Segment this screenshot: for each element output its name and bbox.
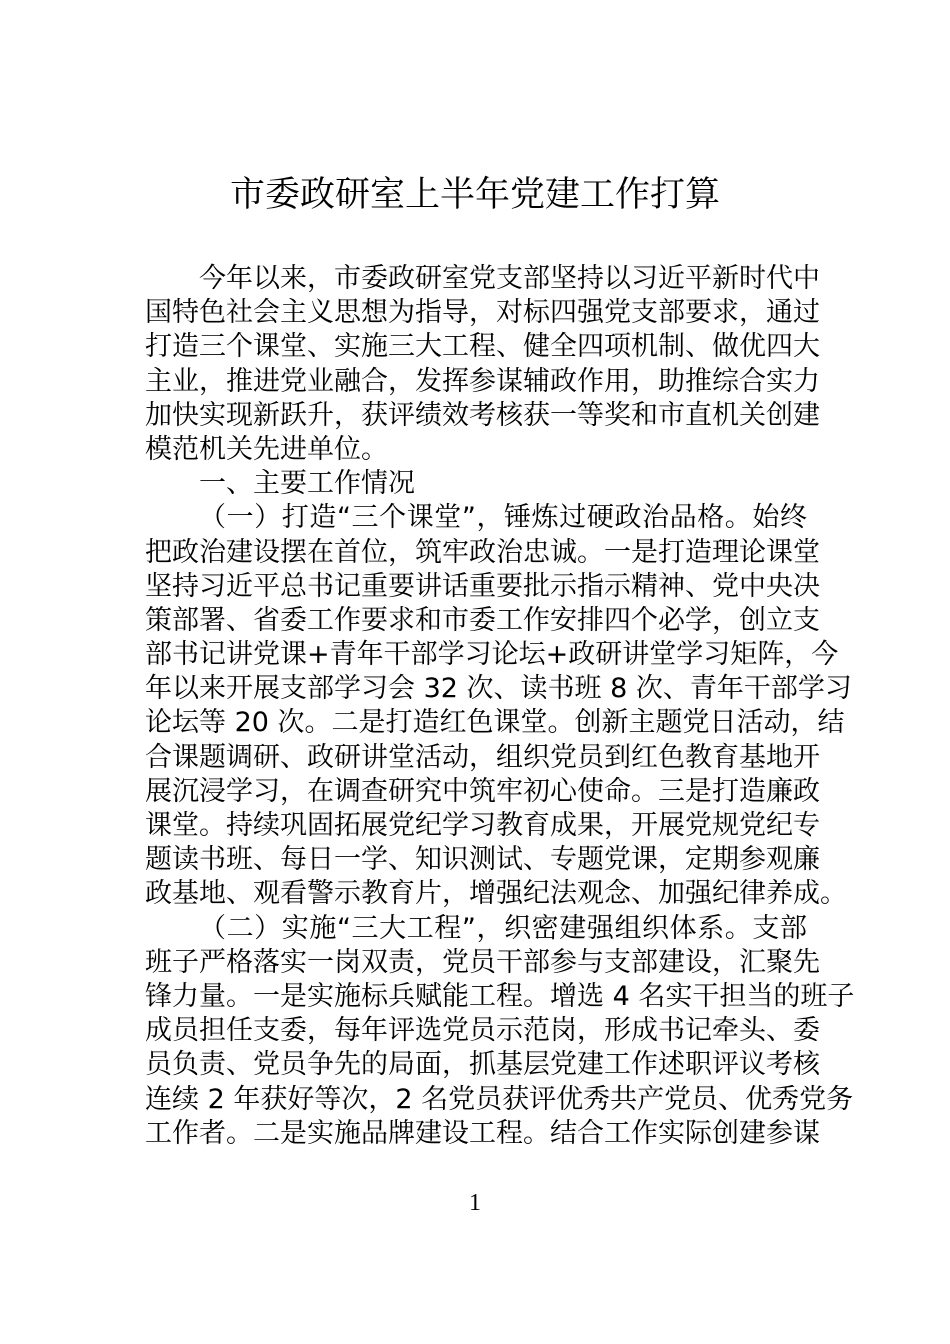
paragraph-line: 主业，推进党业融合，发挥参谋辅政作用，助推综合实力	[145, 365, 820, 397]
paragraph-line: （一）打造“三个课堂”，锤炼过硬政治品格。始终	[199, 502, 807, 534]
paragraph-line: 工作者。二是实施品牌建设工程。结合工作实际创建参谋	[145, 1117, 820, 1149]
paragraph-line: 题读书班、每日一学、知识测试、专题党课，定期参观廉	[145, 844, 820, 876]
paragraph-line: 课堂。持续巩固拓展党纪学习教育成果，开展党规党纪专	[145, 810, 820, 841]
paragraph-line: 打造三个课堂、实施三大工程、健全四项机制、做优四大	[145, 331, 820, 363]
page-number: 1	[469, 1190, 481, 1216]
paragraph-line: 模范机关先进单位。	[145, 433, 388, 465]
paragraph-line: （二）实施“三大工程”，织密建强组织体系。支部	[199, 912, 807, 944]
paragraph-line: 今年以来，市委政研室党支部坚持以习近平新时代中	[199, 263, 820, 294]
paragraph-line: 一、主要工作情况	[199, 468, 415, 500]
paragraph-line: 国特色社会主义思想为指导，对标四强党支部要求，通过	[145, 297, 820, 329]
paragraph-line: 成员担任支委，每年评选党员示范岗，形成书记牵头、委	[145, 1015, 820, 1047]
paragraph-line: 年以来开展支部学习会 32 次、读书班 8 次、青年干部学习	[145, 673, 852, 705]
paragraph-line: 锋力量。一是实施标兵赋能工程。增选 4 名实干担当的班子	[145, 980, 855, 1012]
paragraph-line: 班子严格落实一岗双责，党员干部参与支部建设，汇聚先	[145, 946, 820, 978]
paragraph-line: 展沉浸学习，在调查研究中筑牢初心使命。三是打造廉政	[145, 775, 820, 807]
paragraph-line: 加快实现新跃升，获评绩效考核获一等奖和市直机关创建	[145, 399, 820, 431]
paragraph-line: 政基地、观看警示教育片，增强纪法观念、加强纪律养成。	[145, 878, 847, 910]
paragraph-line: 坚持习近平总书记重要讲话重要批示指示精神、党中央决	[145, 570, 820, 602]
paragraph-line: 合课题调研、政研讲堂活动，组织党员到红色教育基地开	[145, 741, 820, 773]
document-title: 市委政研室上半年党建工作打算	[229, 175, 720, 215]
paragraph-line: 把政治建设摆在首位，筑牢政治忠诚。一是打造理论课堂	[145, 536, 820, 568]
paragraph-line: 连续 2 年获好等次，2 名党员获评优秀共产党员、优秀党务	[145, 1083, 854, 1115]
paragraph-line: 员负责、党员争先的局面，抓基层党建工作述职评议考核	[145, 1049, 820, 1081]
paragraph-line: 策部署、省委工作要求和市委工作安排四个必学，创立支	[145, 604, 820, 636]
paragraph-line: 部书记讲党课+青年干部学习论坛+政研讲堂学习矩阵，今	[145, 639, 839, 671]
document-body	[145, 262, 855, 1151]
paragraph-line: 论坛等 20 次。二是打造红色课堂。创新主题党日活动，结	[145, 707, 845, 739]
